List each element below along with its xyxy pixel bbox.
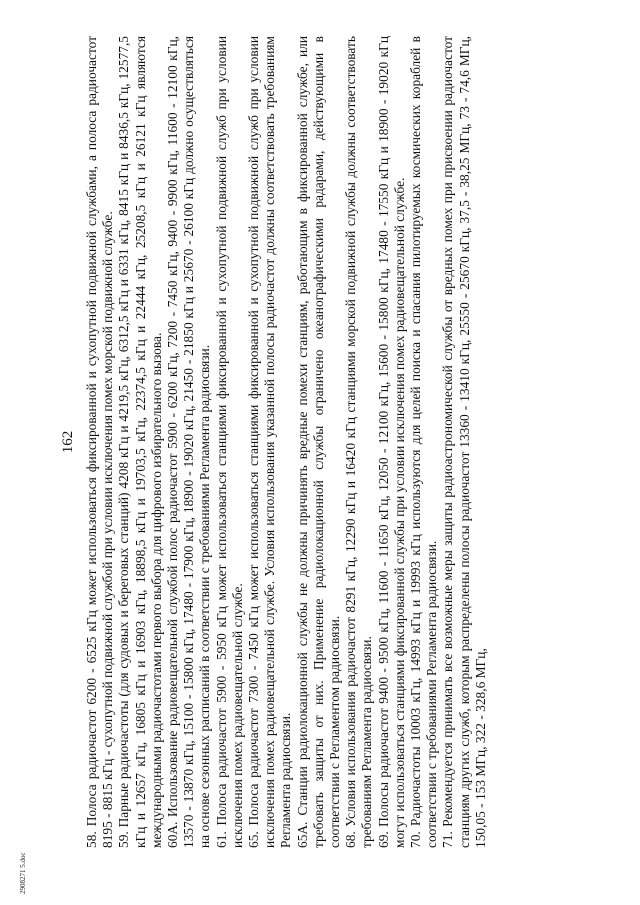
document-id-footer [18, 832, 28, 894]
paragraph-65a: 65А. Станции радиолокационной службы не должны причинять вредные помехи станциям, работающим в фиксированной службе, или требовать защиты от них. Применение радиолокационной службы ограничено океанографическими радарами, действующими в соответствии с Регламентом радиосвязи. [294, 36, 343, 848]
rotated-page-content [58, 36, 598, 848]
paragraph-65: 65. Полоса радиочастот 7300 - 7450 кГц может использоваться станциями фиксированной и сухопутной подвижной служб при условии исключения помех радиовещательной службе. Условия использования указанной полосы радиочастот должны соответствовать требованиям Регламента радиосвязи. [246, 36, 294, 848]
paragraph-61: 61. Полоса радиочастот 5900 - 5950 кГц может использоваться станциями фиксированной и сухопутной подвижной служб при условии исключения помех радиовещательной службе. [213, 36, 245, 848]
paragraph-59: 59. Парные радиочастоты (для судовых и береговых станций) 4208 кГц и 4219,5 кГц, 6312,5 кГц и 6331 кГц, 8415 кГц и 8436,5 кГц, 12577,5 кГц и 12657 кГц, 16805 кГц и 16903 кГц, 18898,5 кГц и 19703,5 кГц, 22374,5 кГц и 22444 кГц, 25208,5 кГц и 26121 кГц являются международными радиочастотами первого выбора для цифрового избирательного вызова. [116, 36, 164, 848]
paragraph-69: 69. Полосы радиочастот 9400 - 9500 кГц, 11600 - 11650 кГц, 12050 - 12100 кГц, 15600 - 15800 кГц, 17480 - 17550 кГц и 18900 - 19020 кГц могут использоваться станциями фиксированной службы при условии исключения помех радиовещательной службе. [375, 36, 407, 848]
document-id-text: 2908271 5.doc [19, 852, 27, 894]
paragraph-60a: 60А. Использование радиовещательной службой полос радиочастот 5900 - 6200 кГц, 7200 - 7450 кГц, 9400 - 9900 кГц, 11600 - 12100 кГц, 13570 - 13870 кГц, 15100 - 15800 кГц, 17480 - 17900 кГц, 18900 - 19020 кГц, 21450 - 21850 кГц и 25670 - 26100 кГц должно осуществляться на основе сезонных расписаний в соответствии с требованиями Регламента радиосвязи. [165, 36, 213, 848]
page-number: 162 [60, 430, 76, 454]
paragraph-58: 58. Полоса радиочастот 6200 - 6525 кГц может использоваться фиксированной и сухопутной подвижной службами, а полоса радиочастот 8195 - 8815 кГц - сухопутной подвижной службой при условии исключения помех морской подвижной службе. [84, 36, 116, 848]
paragraph-68: 68. Условия использования радиочастот 8291 кГц, 12290 кГц и 16420 кГц станциями морской подвижной службы должны соответствовать требованиям Регламента радиосвязи. [343, 36, 375, 848]
paragraph-71: 71. Рекомендуется принимать все возможные меры защиты радиоастрономической службы от вредных помех при присвоении радиочастот станциям других служб, которым распределены полосы радиочастот 13360 - 13410 кГц, 25550 - 25670 кГц, 37,5 - 38,25 МГц, 73 - 74,6 МГц, 150,05 - 153 МГц, 322 - 328,6 МГц, [440, 36, 488, 848]
document-body [84, 36, 596, 848]
paragraph-70: 70. Радиочастоты 10003 кГц, 14993 кГц и 19993 кГц используются для целей поиска и спасания пилотируемых космических кораблей в соответствии с требованиями Регламента радиосвязи. [408, 36, 440, 848]
